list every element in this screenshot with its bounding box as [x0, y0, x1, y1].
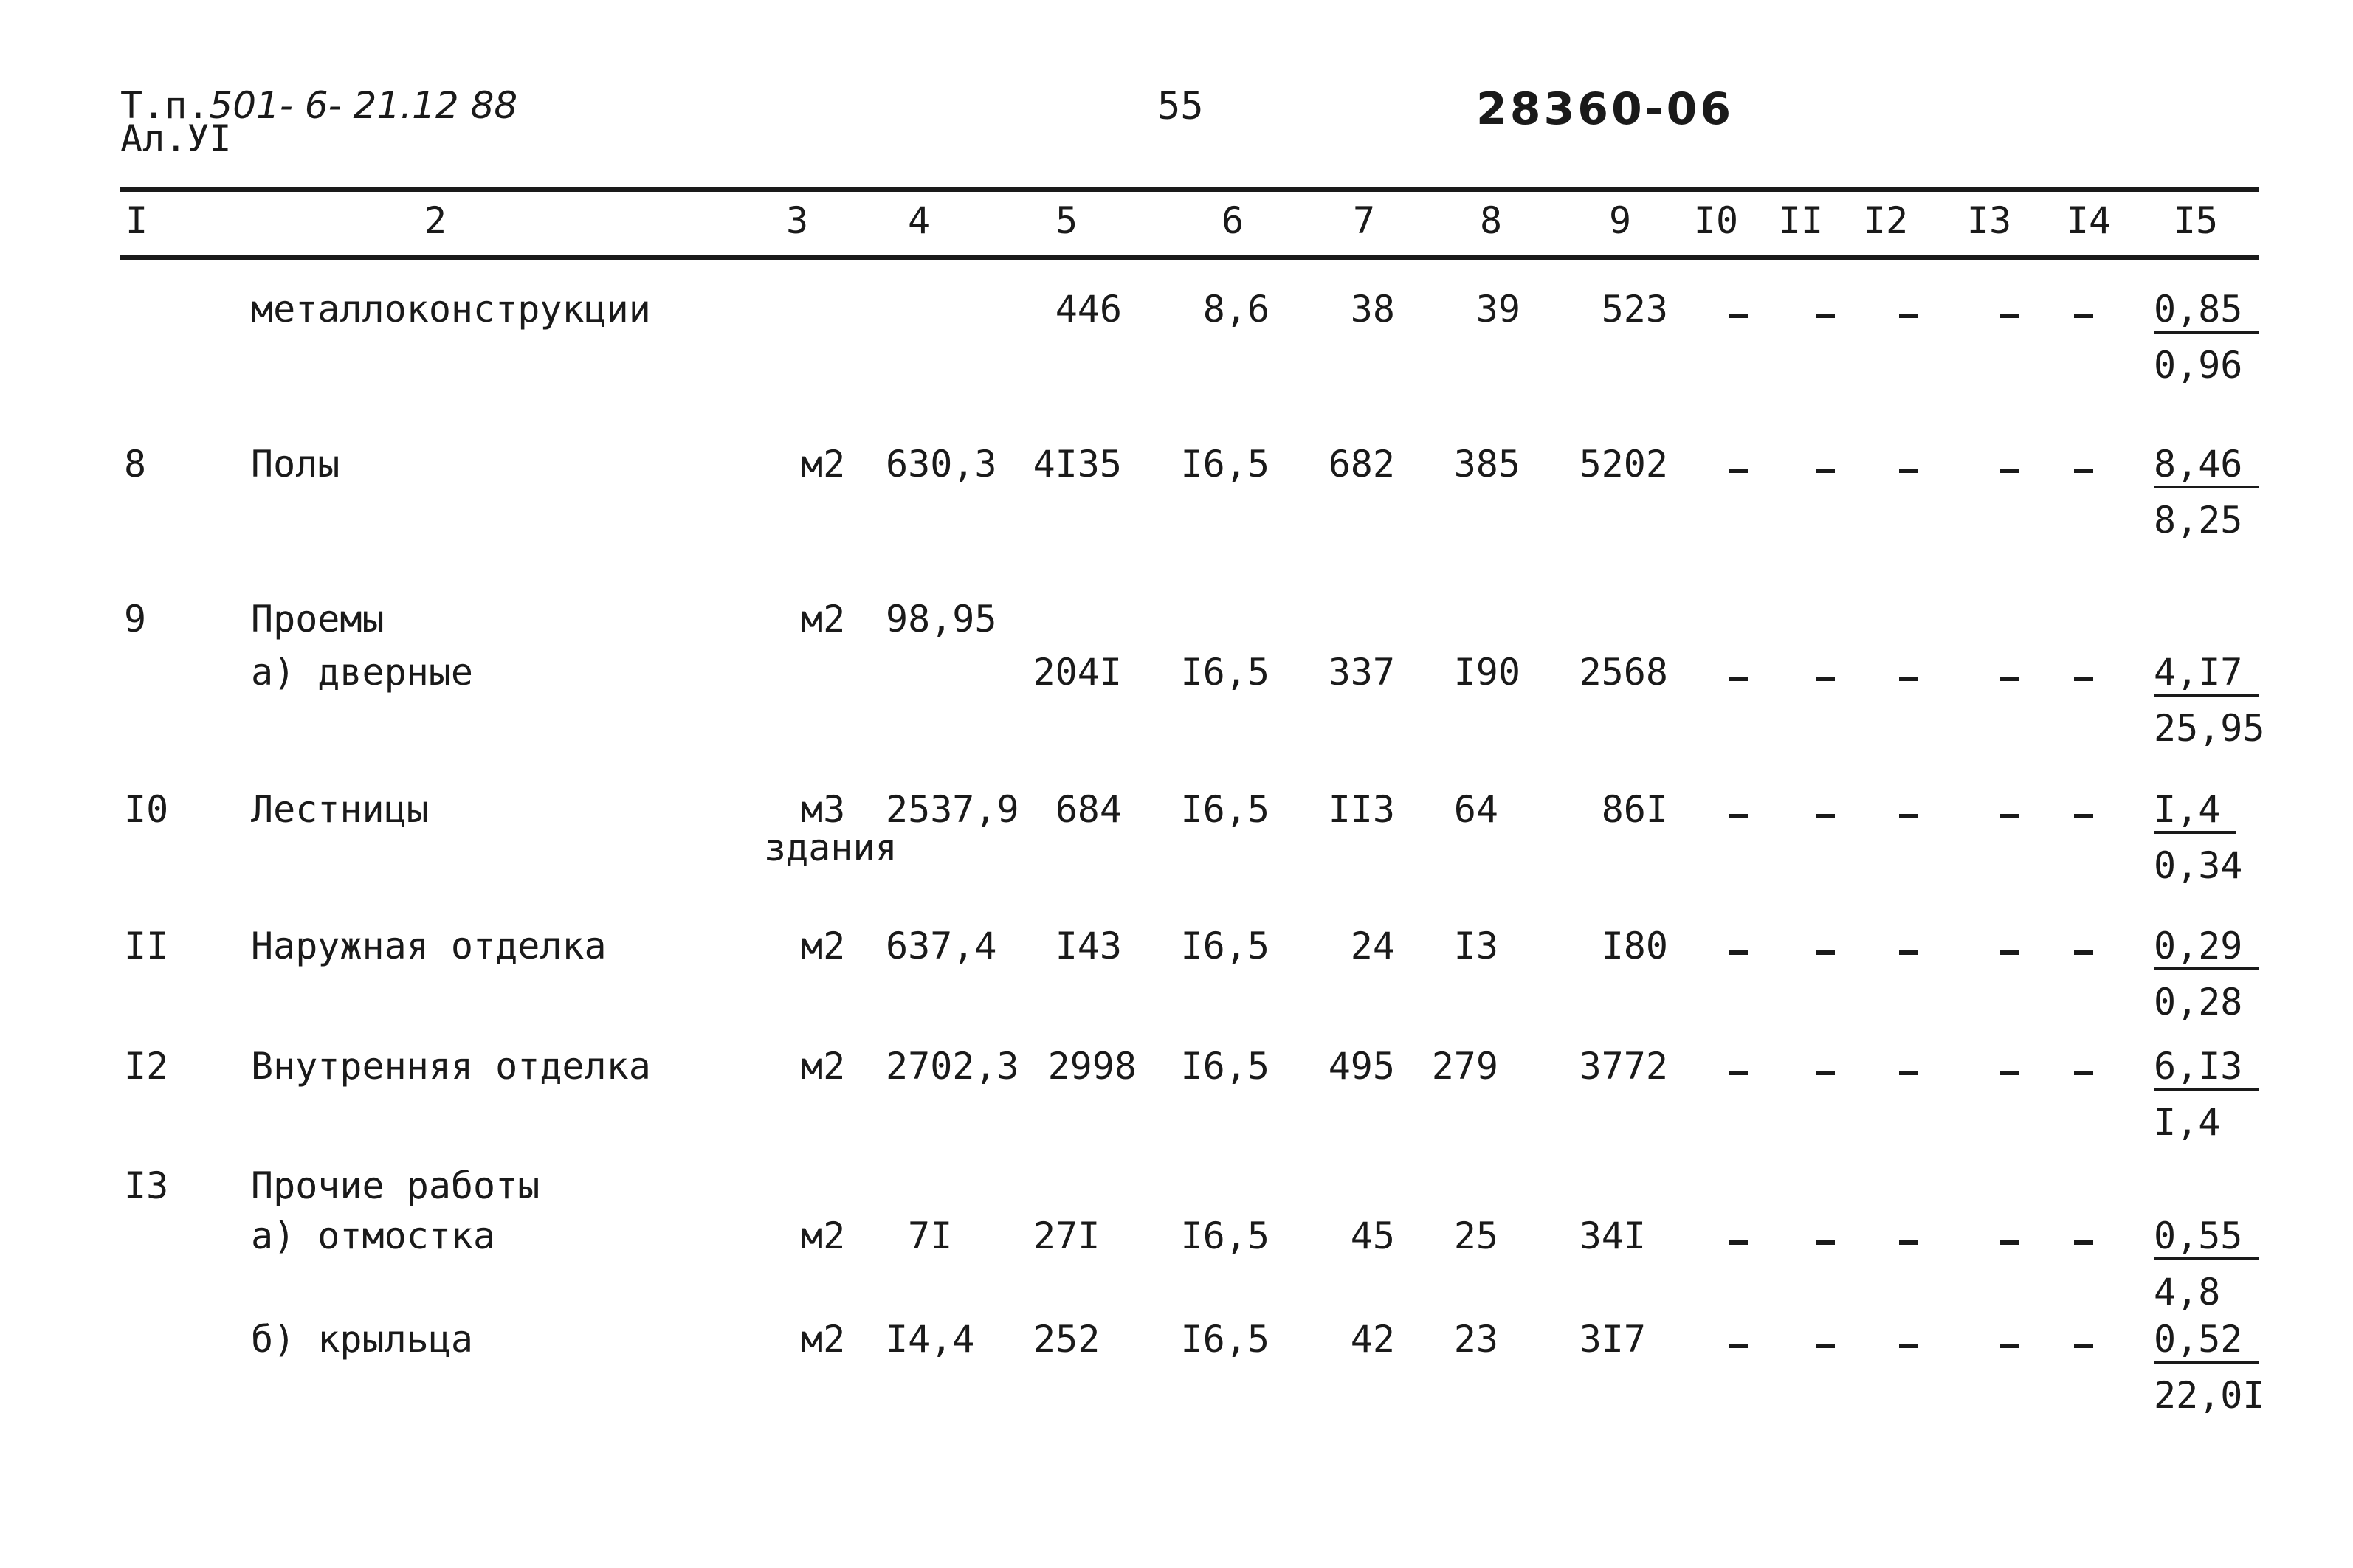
col-header: II	[1778, 199, 1824, 242]
album-label: Ал.УI	[120, 117, 232, 160]
row-number: 8	[124, 443, 147, 486]
dash-col10	[1729, 1064, 1748, 1078]
cell-col7: 682	[1328, 443, 1395, 486]
cell-col7: 24	[1350, 925, 1395, 967]
reference-prefix: Т.п.	[120, 84, 210, 127]
cell-col5: 4I35	[1033, 443, 1122, 486]
cell-col15-numerator: 0,55	[2154, 1218, 2259, 1260]
stamp-number: 28360-06	[1476, 83, 1734, 135]
row-unit: м2	[801, 925, 846, 967]
cell-col6: I6,5	[1180, 1318, 1269, 1361]
row-number: 9	[124, 598, 147, 640]
dash-col10	[1729, 1337, 1748, 1351]
cell-col15-denominator: I,4	[2154, 1101, 2221, 1144]
dash-col11	[1816, 1234, 1835, 1248]
col-header: 5	[1055, 199, 1078, 242]
dash-col10	[1729, 944, 1748, 958]
dash-col14	[2074, 670, 2093, 684]
row-quantity: 7I	[908, 1215, 953, 1257]
row-unit: м2	[801, 1215, 846, 1257]
cell-col15	[2154, 443, 2259, 542]
cell-col8: 23	[1453, 1318, 1498, 1361]
row-name: Проемы	[251, 598, 385, 640]
dash-col13	[2000, 1234, 2019, 1248]
cell-col15	[2154, 1318, 2265, 1417]
cell-col5: 252	[1033, 1318, 1100, 1361]
cell-col5: 2998	[1047, 1045, 1137, 1088]
row-number: I0	[124, 788, 169, 831]
cell-col15-denominator: 0,34	[2154, 844, 2243, 887]
cell-col15	[2154, 288, 2259, 387]
cell-col8: I90	[1453, 651, 1520, 694]
dash-col10	[1729, 462, 1748, 476]
cell-col15	[2154, 651, 2265, 750]
cell-col9: 86I	[1601, 788, 1668, 831]
cell-col6: I6,5	[1180, 1215, 1269, 1257]
cell-col7: 45	[1350, 1215, 1395, 1257]
cell-col15-denominator: 8,25	[2154, 499, 2243, 542]
cell-col6: I6,5	[1180, 443, 1269, 486]
col-header: 8	[1479, 199, 1503, 242]
dash-col10	[1729, 807, 1748, 821]
cell-col8: 279	[1431, 1045, 1498, 1088]
col-header: I	[125, 199, 148, 242]
cell-col9: 3772	[1579, 1045, 1668, 1088]
col-header: I0	[1693, 199, 1739, 242]
row-quantity: 98,95	[886, 598, 997, 640]
dash-col11	[1816, 307, 1835, 321]
dash-col10	[1729, 1234, 1748, 1248]
col-header: 3	[785, 199, 809, 242]
row-name: Внутренняя отделка	[251, 1045, 651, 1088]
dash-col11	[1816, 1337, 1835, 1351]
cell-col9: 5202	[1579, 443, 1668, 486]
row-number: II	[124, 925, 169, 967]
top-rule	[120, 187, 2259, 192]
dash-col12	[1899, 462, 1918, 476]
dash-col12	[1899, 944, 1918, 958]
cell-col15-numerator: 4,I7	[2154, 654, 2259, 697]
dash-col12	[1899, 807, 1918, 821]
dash-col14	[2074, 462, 2093, 476]
cell-col8: 64	[1453, 788, 1498, 831]
row-name: б) крыльца	[251, 1318, 474, 1361]
dash-col12	[1899, 1064, 1918, 1078]
row-quantity: I4,4	[886, 1318, 975, 1361]
cell-col15-denominator: 25,95	[2154, 707, 2265, 750]
row-name: металлоконструкции	[251, 288, 651, 331]
cell-col8: 385	[1453, 443, 1520, 486]
reference-handwritten: 501- 6- 21.12 88	[209, 84, 518, 127]
cell-col15-denominator: 0,96	[2154, 344, 2243, 387]
cell-col9: 2568	[1579, 651, 1668, 694]
dash-col13	[2000, 807, 2019, 821]
cell-col15-numerator: 0,29	[2154, 928, 2259, 970]
cell-col9: I80	[1601, 925, 1668, 967]
col-header: 9	[1608, 199, 1632, 242]
row-name: Лестницы	[251, 788, 429, 831]
col-header: I5	[2173, 199, 2219, 242]
dash-col12	[1899, 1234, 1918, 1248]
cell-col6: I6,5	[1180, 1045, 1269, 1088]
col-header: I3	[1966, 199, 2012, 242]
col-header: I4	[2066, 199, 2112, 242]
cell-col15-numerator: 0,85	[2154, 291, 2259, 334]
cell-col9: 3I7	[1579, 1318, 1646, 1361]
cell-col9: 523	[1601, 288, 1668, 331]
dash-col11	[1816, 1064, 1835, 1078]
cell-col7: 495	[1328, 1045, 1395, 1088]
cell-col15-numerator: I,4	[2154, 791, 2236, 834]
cell-col15-denominator: 4,8	[2154, 1271, 2221, 1313]
cell-col15	[2154, 925, 2259, 1023]
row-name: Полы	[251, 443, 340, 486]
col-header: 6	[1221, 199, 1244, 242]
cell-col15-numerator: 8,46	[2154, 446, 2259, 488]
cell-col6: I6,5	[1180, 925, 1269, 967]
row-quantity: 2702,3	[886, 1045, 1019, 1088]
row-number: I3	[124, 1164, 169, 1207]
cell-col5: 27I	[1033, 1215, 1100, 1257]
cell-col5: 446	[1055, 288, 1122, 331]
dash-col14	[2074, 307, 2093, 321]
cell-col5: 684	[1055, 788, 1122, 831]
cell-col8: I3	[1453, 925, 1498, 967]
row-name: Прочие работы	[251, 1164, 540, 1207]
dash-col11	[1816, 462, 1835, 476]
dash-col11	[1816, 944, 1835, 958]
dash-col13	[2000, 944, 2019, 958]
row-quantity: 630,3	[886, 443, 997, 486]
dash-col10	[1729, 670, 1748, 684]
row-unit: м3	[801, 788, 846, 831]
header-rule	[120, 255, 2259, 260]
cell-col5: 204I	[1033, 651, 1122, 694]
dash-col12	[1899, 1337, 1918, 1351]
dash-col13	[2000, 462, 2019, 476]
cell-col6: I6,5	[1180, 651, 1269, 694]
row-name: а) отмостка	[251, 1215, 496, 1257]
cell-col7: 38	[1350, 288, 1395, 331]
dash-col13	[2000, 670, 2019, 684]
row-unit: м2	[801, 1045, 846, 1088]
dash-col13	[2000, 1337, 2019, 1351]
row-name: а) дверные	[251, 651, 474, 694]
cell-col7: 337	[1328, 651, 1395, 694]
dash-col14	[2074, 944, 2093, 958]
col-header: I2	[1863, 199, 1909, 242]
cell-col7: II3	[1328, 788, 1395, 831]
cell-col15-numerator: 6,I3	[2154, 1048, 2259, 1091]
cell-col15	[2154, 788, 2243, 887]
dash-col14	[2074, 1337, 2093, 1351]
cell-col7: 42	[1350, 1318, 1395, 1361]
cell-col9: 34I	[1579, 1215, 1646, 1257]
cell-col5: I43	[1055, 925, 1122, 967]
cell-col8: 39	[1475, 288, 1520, 331]
row-quantity: 2537,9	[886, 788, 1019, 831]
row-unit-extra: здания	[764, 826, 898, 869]
cell-col6: I6,5	[1180, 788, 1269, 831]
dash-col14	[2074, 1064, 2093, 1078]
row-name: Наружная отделка	[251, 925, 607, 967]
page-number: 55	[1157, 84, 1204, 128]
cell-col15-denominator: 0,28	[2154, 981, 2243, 1023]
row-unit: м2	[801, 1318, 846, 1361]
cell-col6: 8,6	[1202, 288, 1269, 331]
cell-col15-denominator: 22,0I	[2154, 1374, 2265, 1417]
cell-col15-numerator: 0,52	[2154, 1321, 2259, 1364]
cell-col8: 25	[1453, 1215, 1498, 1257]
col-header: 7	[1352, 199, 1376, 242]
dash-col11	[1816, 670, 1835, 684]
dash-col13	[2000, 307, 2019, 321]
dash-col11	[1816, 807, 1835, 821]
dash-col14	[2074, 807, 2093, 821]
row-unit: м2	[801, 598, 846, 640]
row-unit: м2	[801, 443, 846, 486]
dash-col10	[1729, 307, 1748, 321]
dash-col12	[1899, 307, 1918, 321]
col-header: 4	[907, 199, 931, 242]
row-number: I2	[124, 1045, 169, 1088]
col-header: 2	[424, 199, 447, 242]
dash-col14	[2074, 1234, 2093, 1248]
cell-col15	[2154, 1045, 2259, 1144]
dash-col13	[2000, 1064, 2019, 1078]
row-quantity: 637,4	[886, 925, 997, 967]
dash-col12	[1899, 670, 1918, 684]
cell-col15	[2154, 1215, 2259, 1313]
